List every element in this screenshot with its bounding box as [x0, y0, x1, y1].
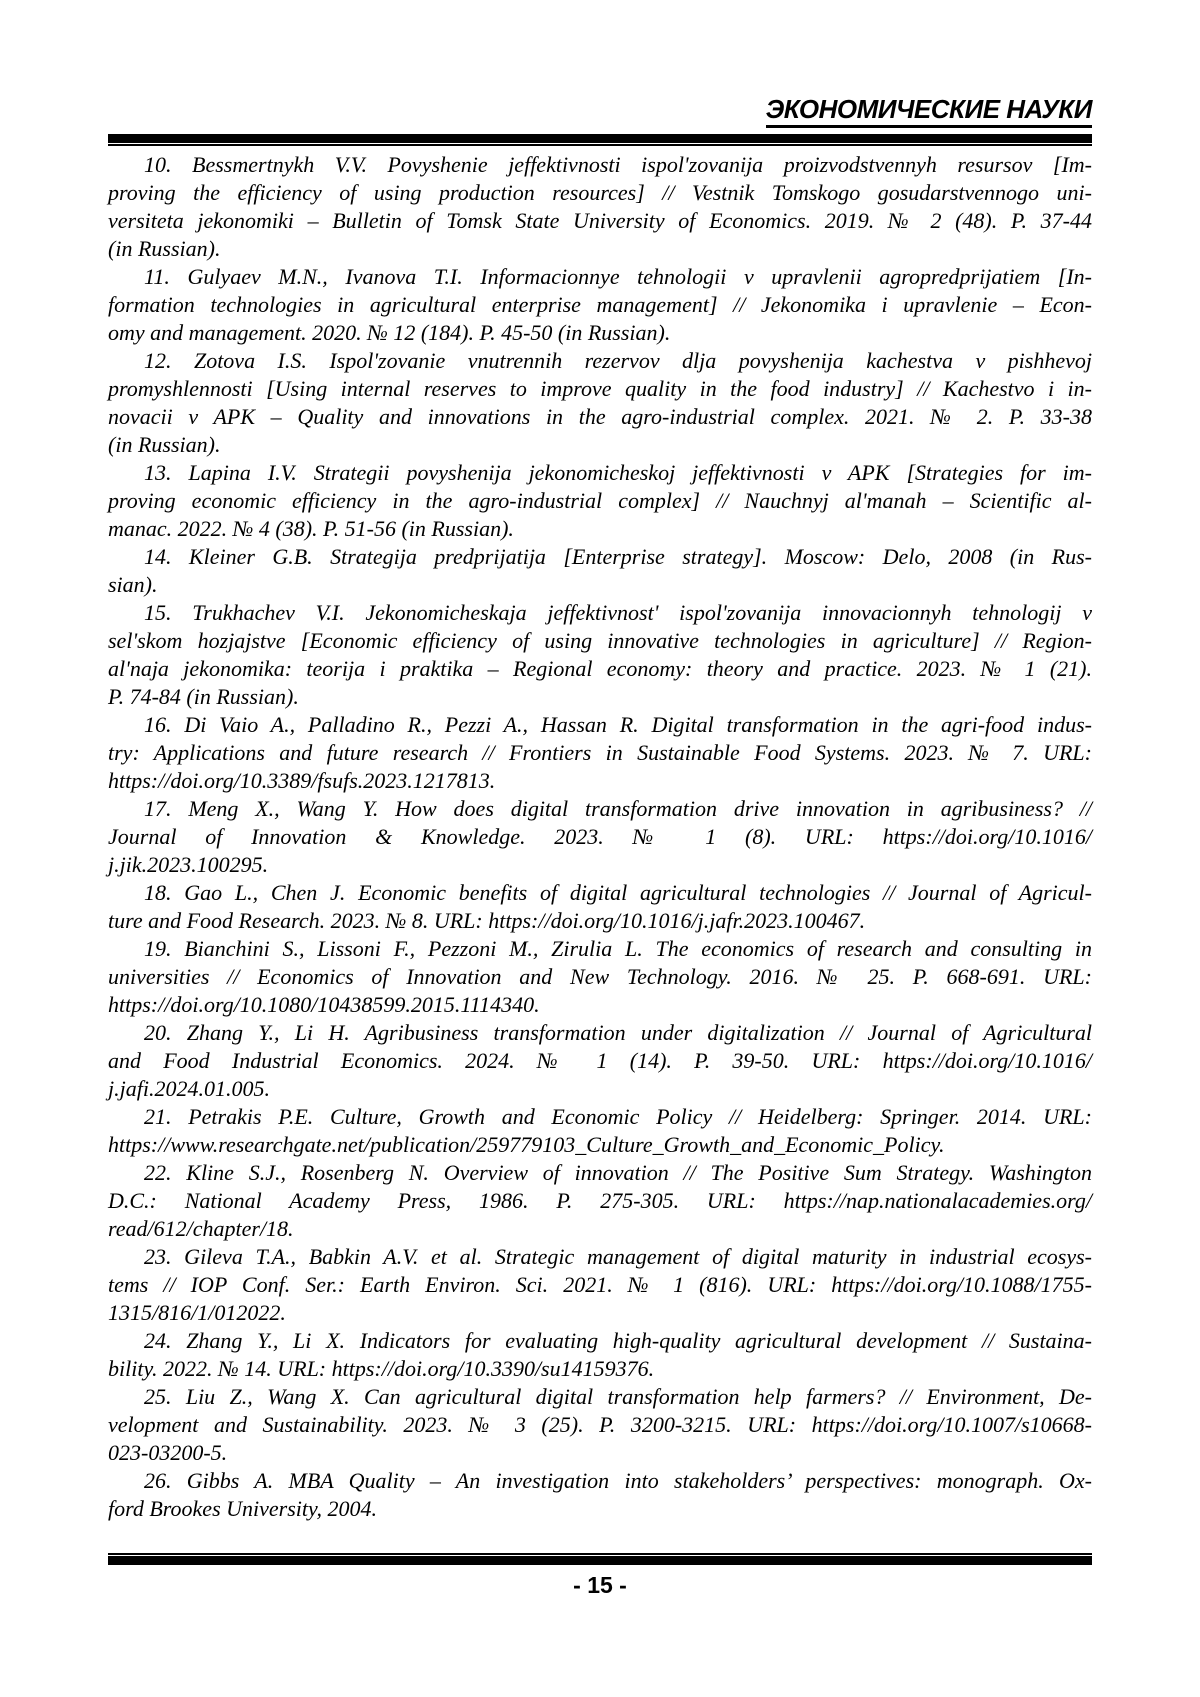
reference-line: ture and Food Research. 2023. № 8. URL: https://doi.org/10.1016/j.jafr.2023.100467.	[108, 908, 866, 933]
reference-item	[108, 599, 1092, 711]
reference-line: universities // Economics of Innovation and New Technology. 2016. № 25. P. 668-691. URL:	[108, 964, 1092, 989]
reference-item	[108, 935, 1092, 1019]
reference-line: ford Brookes University, 2004.	[108, 1496, 378, 1521]
reference-line: 22. Kline S.J., Rosenberg N. Overview of innovation // The Positive Sum Strategy. Washington	[144, 1160, 1092, 1185]
reference-item	[108, 1159, 1092, 1243]
header-title-row	[108, 96, 1092, 128]
reference-line: 23. Gileva T.A., Babkin A.V. et al. Strategic management of digital maturity in industrial ecosys-	[144, 1244, 1092, 1269]
reference-line: (in Russian).	[108, 432, 221, 457]
reference-line: 13. Lapina I.V. Strategii povyshenija jekonomicheskoj jeffektivnosti v APK [Strategies for im-	[144, 460, 1092, 485]
reference-line: sian).	[108, 572, 158, 597]
document-page	[108, 0, 1092, 1600]
reference-item	[108, 1383, 1092, 1467]
reference-line: (in Russian).	[108, 236, 221, 261]
header-rule-thin	[108, 144, 1092, 146]
reference-line: 25. Liu Z., Wang X. Can agricultural digital transformation help farmers? // Environment, De-	[144, 1384, 1092, 1409]
reference-line: promyshlennosti [Using internal reserves to improve quality in the food industry] // Kachestvo i in-	[108, 376, 1092, 401]
reference-line: formation technologies in agricultural enterprise management] // Jekonomika i upravlenie – Econ-	[108, 292, 1092, 317]
reference-line: versiteta jekonomiki – Bulletin of Tomsk State University of Economics. 2019. № 2 (48). P. 37-44	[108, 208, 1092, 233]
page-header	[108, 0, 1092, 146]
reference-line: proving the efficiency of using production resources] // Vestnik Tomskogo gosudarstvennogo uni-	[108, 180, 1092, 205]
header-rule-thick	[108, 134, 1092, 143]
reference-item	[108, 1327, 1092, 1383]
reference-line: P. 74-84 (in Russian).	[108, 684, 299, 709]
page-footer	[108, 1553, 1092, 1600]
reference-line: 20. Zhang Y., Li H. Agribusiness transformation under digitalization // Journal of Agricultural	[144, 1020, 1092, 1045]
page-number: - 15 -	[573, 1572, 627, 1598]
reference-line: Journal of Innovation & Knowledge. 2023. № 1 (8). URL: https://doi.org/10.1016/	[108, 824, 1092, 849]
reference-line: read/612/chapter/18.	[108, 1216, 294, 1241]
reference-item	[108, 263, 1092, 347]
reference-line: tems // IOP Conf. Ser.: Earth Environ. Sci. 2021. № 1 (816). URL: https://doi.org/10.1088/1755-	[108, 1272, 1092, 1297]
footer-rule-thick	[108, 1556, 1092, 1565]
reference-line: and Food Industrial Economics. 2024. № 1 (14). P. 39-50. URL: https://doi.org/10.1016/	[108, 1048, 1092, 1073]
reference-item	[108, 1243, 1092, 1327]
reference-item	[108, 151, 1092, 263]
reference-item	[108, 459, 1092, 543]
reference-line: bility. 2022. № 14. URL: https://doi.org/10.3390/su14159376.	[108, 1356, 655, 1381]
footer-rule-thin	[108, 1553, 1092, 1555]
reference-line: https://doi.org/10.3389/fsufs.2023.1217813.	[108, 768, 496, 793]
reference-line: try: Applications and future research // Frontiers in Sustainable Food Systems. 2023. № 7. URL:	[108, 740, 1092, 765]
reference-item	[108, 879, 1092, 935]
reference-item	[108, 795, 1092, 879]
reference-line: 16. Di Vaio A., Palladino R., Pezzi A., Hassan R. Digital transformation in the agri-food indus-	[144, 712, 1092, 737]
reference-line: 1315/816/1/012022.	[108, 1300, 286, 1325]
reference-line: 10. Bessmertnykh V.V. Povyshenie jeffektivnosti ispol'zovanija proizvodstvennyh resursov [Im-	[144, 152, 1092, 177]
reference-line: j.jik.2023.100295.	[108, 852, 269, 877]
reference-line: al'naja jekonomika: teorija i praktika – Regional economy: theory and practice. 2023. № 1 (21).	[108, 656, 1092, 681]
reference-line: 24. Zhang Y., Li X. Indicators for evaluating high-quality agricultural development // Sustaina-	[144, 1328, 1092, 1353]
reference-line: https://www.researchgate.net/publication/259779103_Culture_Growth_and_Economic_Policy.	[108, 1132, 945, 1157]
reference-line: 26. Gibbs A. MBA Quality – An investigation into stakeholders’ perspectives: monograph. Ox-	[144, 1468, 1092, 1493]
reference-line: velopment and Sustainability. 2023. № 3 (25). P. 3200-3215. URL: https://doi.org/10.1007/s10668-	[108, 1412, 1092, 1437]
reference-line: 12. Zotova I.S. Ispol'zovanie vnutrennih rezervov dlja povyshenija kachestva v pishhevoj	[144, 348, 1092, 373]
reference-line: 11. Gulyaev M.N., Ivanova T.I. Informacionnye tehnologii v upravlenii agropredprijatiem [In-	[144, 264, 1092, 289]
reference-item	[108, 711, 1092, 795]
reference-line: omy and management. 2020. № 12 (184). P. 45-50 (in Russian).	[108, 320, 671, 345]
section-title: ЭКОНОМИЧЕСКИЕ НАУКИ	[766, 96, 1092, 128]
reference-line: 17. Meng X., Wang Y. How does digital transformation drive innovation in agribusiness? //	[144, 796, 1092, 821]
references-list	[108, 151, 1092, 1523]
reference-item	[108, 347, 1092, 459]
reference-line: 023-03200-5.	[108, 1440, 228, 1465]
reference-line: 19. Bianchini S., Lissoni F., Pezzoni M., Zirulia L. The economics of research and consulting in	[144, 936, 1092, 961]
reference-line: 15. Trukhachev V.I. Jekonomicheskaja jeffektivnost' ispol'zovanija innovacionnyh tehnologij v	[144, 600, 1092, 625]
reference-line: https://doi.org/10.1080/10438599.2015.1114340.	[108, 992, 540, 1017]
reference-item	[108, 1019, 1092, 1103]
reference-line: 21. Petrakis P.E. Culture, Growth and Economic Policy // Heidelberg: Springer. 2014. URL:	[144, 1104, 1092, 1129]
reference-line: sel'skom hozjajstve [Economic efficiency of using innovative technologies in agriculture] // Region-	[108, 628, 1092, 653]
reference-line: j.jafi.2024.01.005.	[108, 1076, 270, 1101]
reference-line: D.C.: National Academy Press, 1986. P. 275-305. URL: https://nap.nationalacademies.org/	[108, 1188, 1092, 1213]
reference-line: 14. Kleiner G.B. Strategija predprijatija [Enterprise strategy]. Moscow: Delo, 2008 (in Rus-	[144, 544, 1092, 569]
reference-item	[108, 543, 1092, 599]
reference-line: 18. Gao L., Chen J. Economic benefits of digital agricultural technologies // Journal of Agricul-	[144, 880, 1092, 905]
reference-item	[108, 1103, 1092, 1159]
reference-line: proving economic efficiency in the agro-industrial complex] // Nauchnyj al'manah – Scientific al-	[108, 488, 1092, 513]
reference-line: novacii v APK – Quality and innovations in the agro-industrial complex. 2021. № 2. P. 33-38	[108, 404, 1092, 429]
reference-item	[108, 1467, 1092, 1523]
reference-line: manac. 2022. № 4 (38). P. 51-56 (in Russian).	[108, 516, 514, 541]
